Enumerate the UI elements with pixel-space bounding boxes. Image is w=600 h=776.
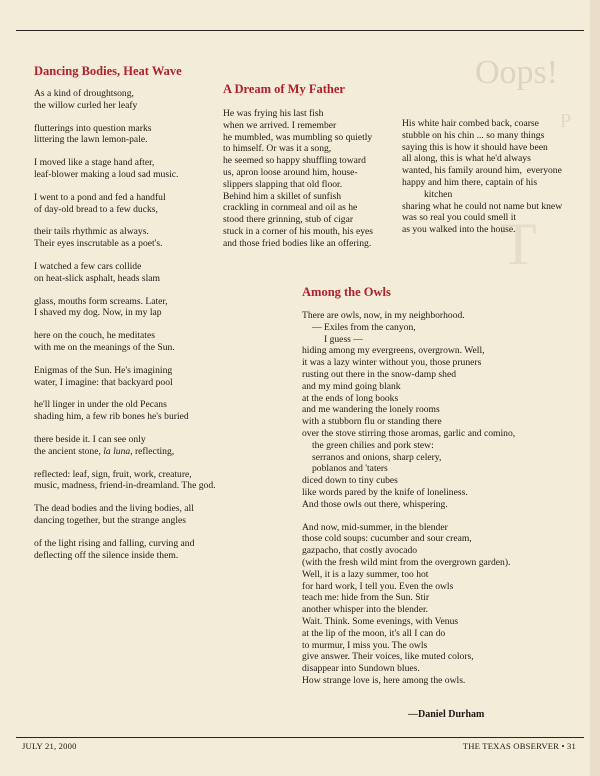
poem-line: deflecting off the silence inside them.: [34, 549, 179, 561]
stanza: [34, 538, 216, 562]
poem-line: gazpacho, that costly avocado: [302, 545, 418, 557]
poem-line: on heat-slick asphalt, heads slam: [34, 272, 161, 284]
poem-line: over the stove stirring those aromas, garlic and comino,: [302, 427, 516, 439]
masthead-page-number: THE TEXAS OBSERVER • 31: [462, 741, 576, 751]
poem-line: all along, this is what he'd always: [402, 153, 531, 165]
poem-line: wanted, his family around him, everyone: [402, 165, 562, 177]
stanza: [34, 226, 216, 250]
poem-line: hiding among my evergreens, overgrown. Well,: [302, 345, 485, 357]
stanza: [34, 88, 216, 112]
header-rule: [16, 30, 584, 31]
poem-line: Their eyes inscrutable as a poet's.: [34, 238, 163, 250]
poem-line: serranos and onions, sharp celery,: [312, 451, 442, 463]
poem-among-the-owls: [302, 310, 515, 687]
stanza: [34, 365, 216, 389]
poem-line: it was a lazy winter without you, those pruners: [302, 357, 482, 369]
poem-line: Well, it is a lazy summer, too hot: [302, 568, 429, 580]
poem-line: glass, mouths form screams. Later,: [34, 295, 168, 307]
poem-line: I watched a few cars collide: [34, 260, 142, 272]
poem-title-dancing-bodies: Dancing Bodies, Heat Wave: [34, 64, 182, 78]
poem-line: The dead bodies and the living bodies, all: [34, 503, 194, 515]
poem-line: like words pared by the knife of loneliness.: [302, 486, 468, 498]
stanza: [34, 192, 216, 216]
poem-line: us, apron loose around him, house-: [223, 166, 358, 178]
poem-line: stubble on his chin ... so many things: [402, 129, 545, 141]
poem-line: was so real you could smell it: [402, 212, 517, 224]
stanza: [34, 503, 216, 527]
poem-line: music, madness, friend-in-dreamland. The god.: [34, 480, 216, 492]
stanza: [34, 399, 216, 423]
issue-date: JULY 21, 2000: [22, 741, 77, 751]
poem-line: As a kind of droughtsong,: [34, 88, 134, 99]
poem-line: leaf-blower making a loud sad music.: [34, 168, 179, 180]
poem-line: littering the lawn lemon-pale.: [34, 134, 148, 146]
stanza: [34, 123, 216, 147]
author-signature: —Daniel Durham: [408, 709, 485, 720]
poem-line: I guess —: [324, 333, 363, 345]
page-edge-strip: [590, 0, 600, 776]
bleed-through-text: Oops!: [475, 54, 559, 91]
poem-line: kitchen: [424, 188, 453, 200]
poem-line: those cold soups: cucumber and sour cream,: [302, 533, 472, 545]
poem-line: he mumbled, was mumbling so quietly: [223, 131, 373, 143]
poem-line: he'll linger in under the old Pecans: [34, 399, 167, 411]
poem-line: Enigmas of the Sun. He's imagining: [34, 364, 173, 376]
poem-dream-of-father-column-2: [402, 118, 562, 236]
poem-line: another whisper into the blender.: [302, 604, 429, 616]
bleed-through-text: P: [560, 110, 572, 132]
stanza: [34, 330, 216, 354]
poem-line: And now, mid-summer, in the blender: [302, 521, 448, 533]
stanza: [34, 261, 216, 285]
poem-line: dancing together, but the strange angles: [34, 514, 187, 526]
poem-line: he seemed so happy shuffling toward: [223, 155, 366, 167]
poem-line: slippers slapping that old floor.: [223, 178, 343, 190]
poem-line: the ancient stone, la luna, reflecting,: [34, 445, 175, 457]
poem-dancing-bodies: [34, 88, 216, 561]
poem-line: There are owls, now, in my neighborhood.: [302, 310, 465, 321]
poem-line: (with the fresh wild mint from the overgrown garden).: [302, 556, 511, 568]
poem-line: Wait. Think. Some evenings, with Venus: [302, 615, 459, 627]
footer-rule: [16, 737, 584, 738]
poem-line: teach me: hide from the Sun. Stir: [302, 592, 430, 604]
poem-line: crackling in cornmeal and oil as he: [223, 202, 358, 214]
poem-line: I moved like a stage hand after,: [34, 157, 155, 169]
poem-line: when we arrived. I remember: [223, 119, 337, 131]
poem-line: reflected: leaf, sign, fruit, work, creature,: [34, 468, 192, 480]
poem-line: poblanos and 'taters: [312, 463, 388, 475]
poem-line: rusting out there in the snow-damp shed: [302, 368, 457, 380]
poem-line: saying this is how it should have been: [402, 141, 548, 153]
poem-line: the green chilies and pork stew:: [312, 439, 434, 451]
poem-title-dream-of-father: A Dream of My Father: [223, 82, 345, 96]
poem-dream-of-father-column-1: [223, 108, 373, 250]
bleed-through-text: T: [500, 211, 537, 277]
poem-line: stood there grinning, stub of cigar: [223, 214, 354, 226]
poem-line: flutterings into question marks: [34, 122, 152, 134]
poem-line: I went to a pond and fed a handful: [34, 191, 166, 203]
poem-line: shading him, a few rib bones he's buried: [34, 411, 189, 423]
poem-line: to murmur, I miss you. The owls: [302, 639, 428, 651]
poem-line: water, I imagine: that backyard pool: [34, 376, 173, 388]
poem-title-among-the-owls: Among the Owls: [302, 285, 391, 299]
stanza: [302, 310, 515, 511]
stanza: [34, 296, 216, 320]
poem-line: And those owls out there, whispering.: [302, 498, 448, 510]
poem-line: I shaved my dog. Now, in my lap: [34, 307, 162, 319]
poem-line: there beside it. I can see only: [34, 433, 146, 445]
poem-line: stuck in a corner of his mouth, his eyes: [223, 225, 374, 237]
poem-line: happy and him there, captain of his: [402, 176, 538, 188]
poem-line: His white hair combed back, coarse: [402, 118, 539, 129]
poem-line: at the ends of long books: [302, 392, 399, 404]
stanza: [302, 522, 515, 687]
poem-line: with me on the meanings of the Sun.: [34, 341, 175, 353]
poem-line: He was frying his last fish: [223, 108, 324, 119]
poem-line: as you walked into the house.: [402, 224, 516, 236]
poem-line: at the lip of the moon, it's all I can do: [302, 627, 446, 639]
poem-line: diced down to tiny cubes: [302, 475, 398, 487]
poem-line: Behind him a skillet of sunfish: [223, 190, 342, 202]
poem-line: and me wandering the lonely rooms: [302, 404, 440, 416]
stanza: [34, 157, 216, 181]
poem-line: — Exiles from the canyon,: [312, 321, 416, 333]
poem-line: to himself. Or was it a song,: [223, 143, 332, 155]
poem-line: and those fried bodies like an offering.: [223, 237, 372, 249]
poem-line: for hard work, I tell you. Even the owls: [302, 580, 454, 592]
poem-line: the willow curled her leafy: [34, 99, 138, 111]
poem-line: sharing what he could not name but knew: [402, 200, 563, 212]
poem-line: How strange love is, here among the owls.: [302, 674, 466, 686]
stanza: [34, 469, 216, 493]
poem-line: here on the couch, he meditates: [34, 330, 155, 342]
poem-line: and my mind going blank: [302, 380, 401, 392]
poem-line: their tails rhythmic as always.: [34, 226, 149, 238]
poem-line: of the light rising and falling, curving and: [34, 537, 195, 549]
poem-line: with a stubborn flu or standing there: [302, 416, 442, 428]
poem-line: disappear into Sundown blues.: [302, 663, 420, 675]
stanza: [34, 434, 216, 458]
poem-line: give answer. Their voices, like muted colors,: [302, 651, 474, 663]
poem-line: of day-old bread to a few ducks,: [34, 203, 158, 215]
